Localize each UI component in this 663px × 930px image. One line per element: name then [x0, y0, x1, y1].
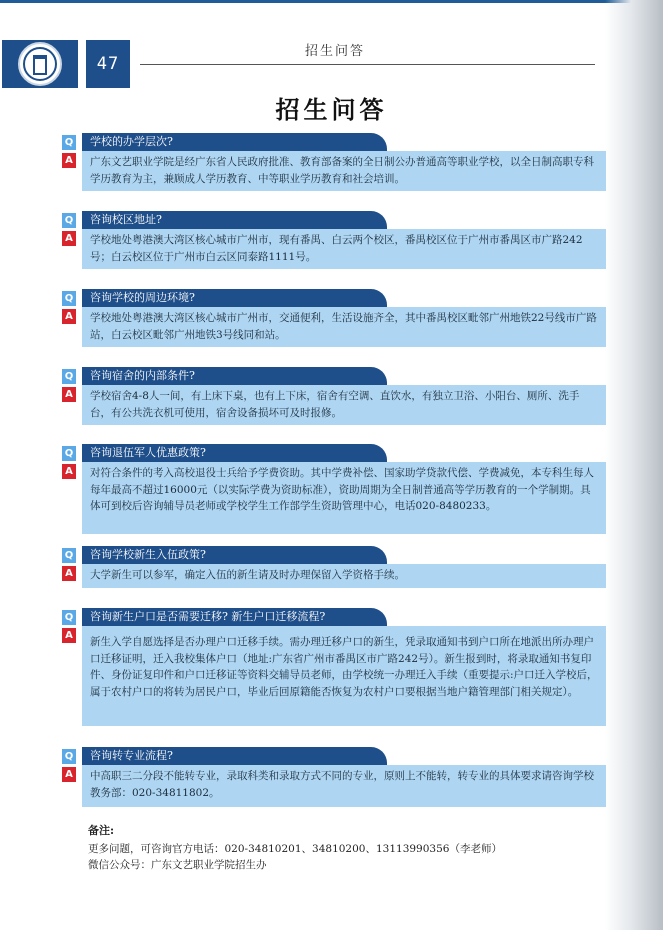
school-seal-icon	[18, 42, 62, 86]
a-badge-icon: A	[62, 153, 76, 168]
answer-text: 大学新生可以参军，确定入伍的新生请及时办理保留入学资格手续。	[82, 564, 606, 588]
a-badge-icon: A	[62, 387, 76, 402]
answer-text: 广东文艺职业学院是经广东省人民政府批准、教育部备案的全日制公办普通高等职业学校，以全日制高职专科学历教育为主，兼顾成人学历教育、中等职业学历教育和社会培训。	[82, 151, 606, 191]
question-text: 咨询校区地址?	[82, 211, 387, 229]
notes-label: 备注:	[88, 824, 115, 837]
notes-contact-line: 更多问题，可咨询官方电话：020-34810201、34810200、13113990356（李老师）	[88, 843, 502, 855]
qa-item	[62, 133, 606, 191]
q-badge-icon: Q	[62, 749, 76, 764]
notes-wechat-line: 微信公众号：广东文艺职业学院招生办	[88, 859, 267, 871]
question-row	[62, 546, 606, 564]
a-badge-icon: A	[62, 464, 76, 479]
question-text: 咨询转专业流程?	[82, 747, 387, 765]
a-badge-icon: A	[62, 231, 76, 246]
answer-text: 新生入学自愿选择是否办理户口迁移手续。需办理迁移户口的新生，凭录取通知书到户口所在地派出所办理户口迁移证明，迁入我校集体户口（地址:广东省广州市番禺区市广路242号）。新生报到时，将录取通知书复印件、身份证复印件和户口迁移证等资料交辅导员老师，由学校统一办理迁入手续（重要提示:户口迁入学校后，属于农村户口的将转为居民户口，毕业后回原籍能否恢复为农村户口要根据当地户籍管理部门相关规定）。	[82, 626, 606, 726]
page-number: 47	[86, 40, 130, 88]
answer-row	[62, 151, 606, 191]
qa-item	[62, 367, 606, 425]
page-title: 招生问答	[275, 95, 388, 124]
q-badge-icon: Q	[62, 548, 76, 563]
question-text: 咨询退伍军人优惠政策?	[82, 444, 387, 462]
question-row	[62, 747, 606, 765]
notes	[88, 823, 608, 873]
qa-item	[62, 289, 606, 347]
answer-text: 学校地处粤港澳大湾区核心城市广州市，交通便利，生活设施齐全，其中番禺校区毗邻广州地铁22号线市广路站，白云校区毗邻广州地铁3号线同和站。	[82, 307, 606, 347]
answer-row	[62, 765, 606, 807]
q-badge-icon: Q	[62, 213, 76, 228]
question-row	[62, 211, 606, 229]
answer-row	[62, 626, 606, 726]
question-row	[62, 608, 606, 626]
q-badge-icon: Q	[62, 369, 76, 384]
question-text: 咨询学校新生入伍政策?	[82, 546, 387, 564]
header-rule	[140, 64, 595, 65]
q-badge-icon: Q	[62, 291, 76, 306]
a-badge-icon: A	[62, 628, 76, 643]
a-badge-icon: A	[62, 566, 76, 581]
answer-row	[62, 385, 606, 425]
answer-row	[62, 564, 606, 588]
qa-item	[62, 608, 606, 726]
answer-row	[62, 462, 606, 534]
answer-text: 中高职三二分段不能转专业，录取科类和录取方式不同的专业，原则上不能转，转专业的具体要求请咨询学校教务部：020-34811802。	[82, 765, 606, 807]
q-badge-icon: Q	[62, 135, 76, 150]
qa-item	[62, 444, 606, 534]
top-rule	[0, 0, 663, 3]
question-row	[62, 133, 606, 151]
a-badge-icon: A	[62, 309, 76, 324]
answer-row	[62, 229, 606, 269]
running-head: 招生问答	[304, 44, 365, 59]
qa-item	[62, 211, 606, 269]
qa-item	[62, 546, 606, 588]
qa-item	[62, 747, 606, 807]
a-badge-icon: A	[62, 767, 76, 782]
q-badge-icon: Q	[62, 446, 76, 461]
question-text: 咨询学校的周边环境?	[82, 289, 387, 307]
school-logo	[2, 40, 78, 88]
question-text: 咨询宿舍的内部条件?	[82, 367, 387, 385]
answer-row	[62, 307, 606, 347]
question-text: 学校的办学层次?	[82, 133, 387, 151]
page-edge-shadow	[605, 0, 663, 930]
question-row	[62, 367, 606, 385]
answer-text: 学校地处粤港澳大湾区核心城市广州市，现有番禺、白云两个校区，番禺校区位于广州市番禺区市广路242号；白云校区位于广州市白云区同泰路1111号。	[82, 229, 606, 269]
q-badge-icon: Q	[62, 610, 76, 625]
question-row	[62, 444, 606, 462]
answer-text: 学校宿舍4-8人一间，有上床下桌，也有上下床，宿舍有空调、直饮水，有独立卫浴、小阳台、厕所、洗手台，有公共洗衣机可使用，宿舍设备损坏可及时报修。	[82, 385, 606, 425]
question-text: 咨询新生户口是否需要迁移? 新生户口迁移流程?	[82, 608, 387, 626]
answer-text: 对符合条件的考入高校退役士兵给予学费资助。其中学费补偿、国家助学贷款代偿、学费减免，本专科生每人每年最高不超过16000元（以实际学费为资助标准），资助周期为全日制普通高等学历教育的一个学制期。具体可到校后咨询辅导员老师或学校学生工作部学生资助管理中心，电话020-8480233。	[82, 462, 606, 534]
question-row	[62, 289, 606, 307]
